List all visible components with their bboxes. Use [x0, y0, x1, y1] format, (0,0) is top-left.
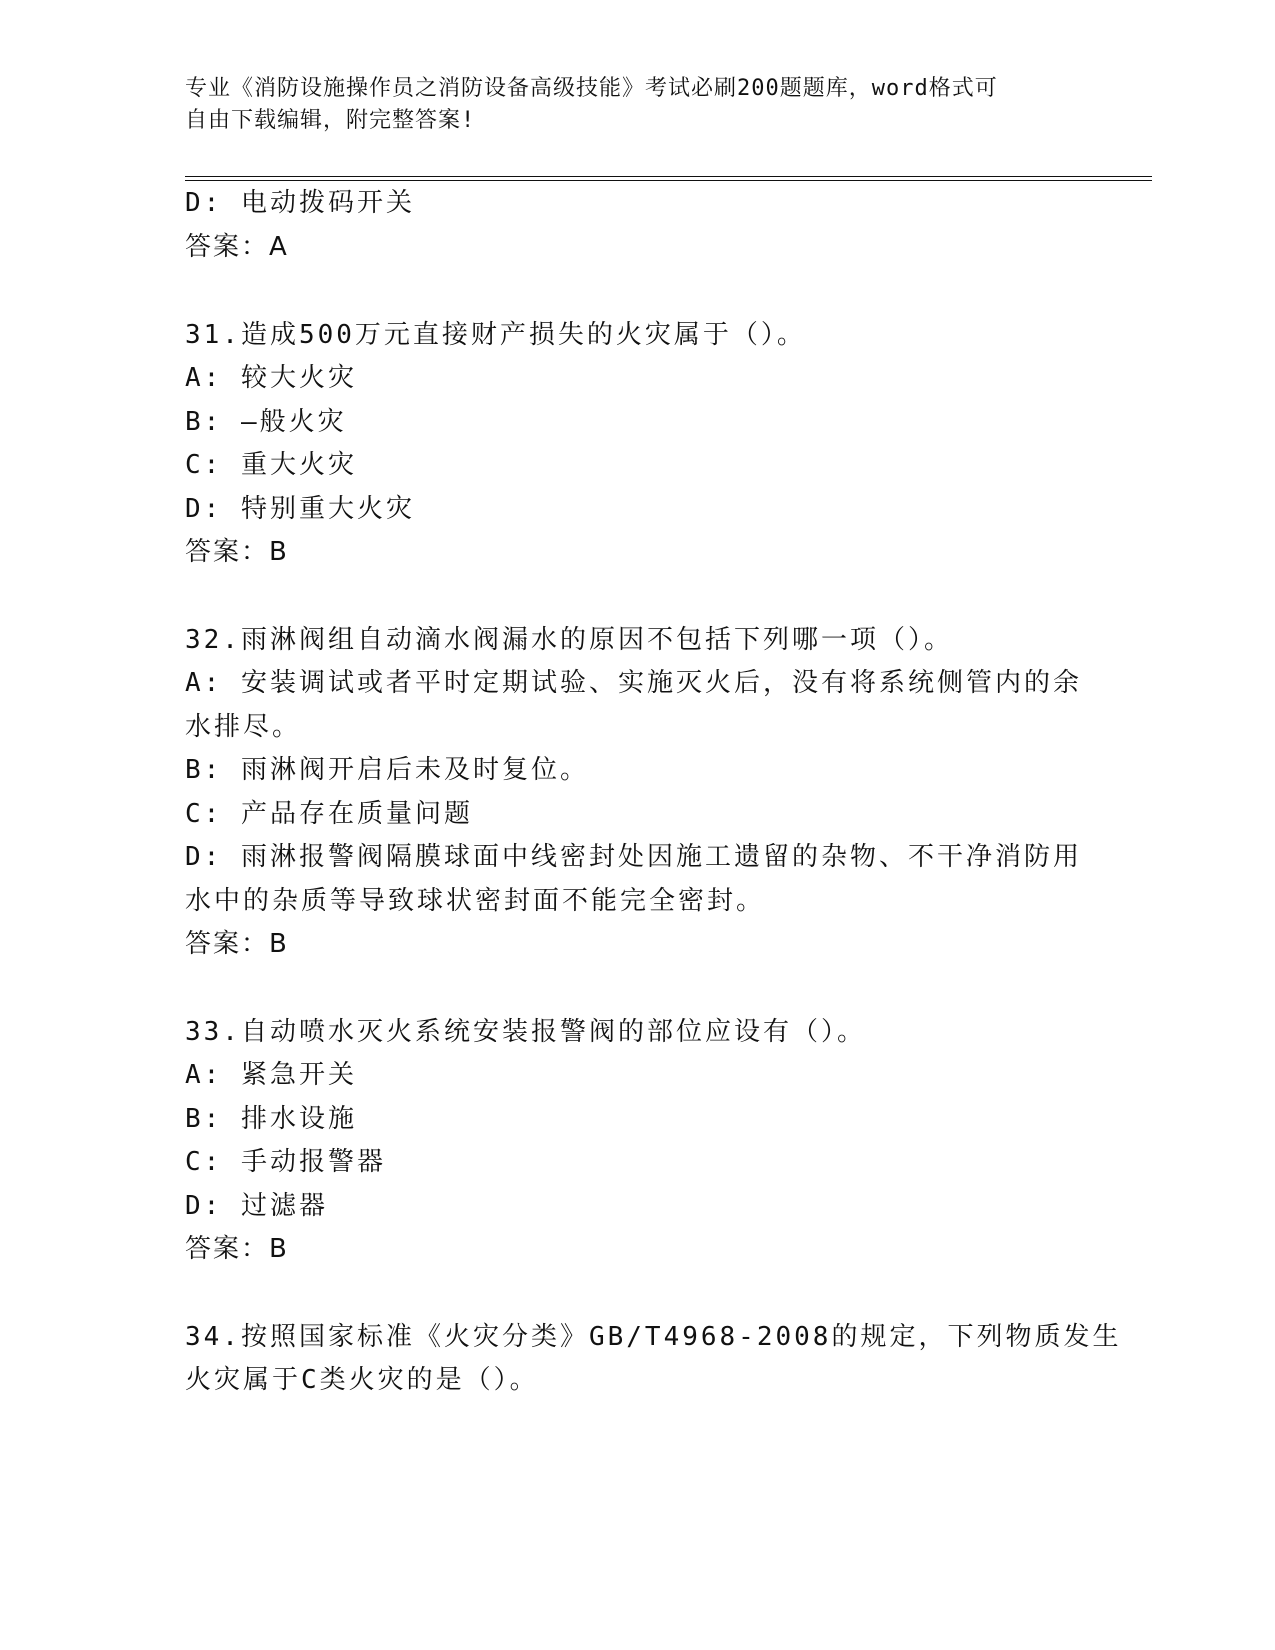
prev-answer: 答案：A [185, 232, 289, 262]
prev-option-d: D: 电动拨码开关 [185, 188, 415, 218]
q33-option-c: C: 手动报警器 [185, 1147, 386, 1177]
q31-answer: 答案：B [185, 537, 289, 567]
q33-option-b: B: 排水设施 [185, 1104, 357, 1134]
q31-option-b: B: —般火灾 [185, 407, 347, 437]
q31-option-d: D: 特别重大火灾 [185, 494, 415, 524]
header-title-line-2: 自由下载编辑，附完整答案! [185, 108, 476, 133]
q32-option-a-line-1: A: 安装调试或者平时定期试验、实施灭火后，没有将系统侧管内的余 [185, 668, 1082, 698]
q32-option-b: B: 雨淋阀开启后未及时复位。 [185, 755, 589, 785]
q32-option-c: C: 产品存在质量问题 [185, 799, 473, 829]
q33-option-d: D: 过滤器 [185, 1191, 328, 1221]
q33-question: 33.自动喷水灭火系统安装报警阀的部位应设有（）。 [185, 1017, 866, 1047]
q33-option-a: A: 紧急开关 [185, 1060, 357, 1090]
q32-answer: 答案：B [185, 929, 289, 959]
q34-question-line-2: 火灾属于C类火灾的是（）。 [185, 1365, 539, 1395]
q32-option-a-line-2: 水排尽。 [185, 712, 302, 742]
document-header [185, 73, 1065, 137]
q33-answer: 答案：B [185, 1234, 289, 1264]
q31-option-a: A: 较大火灾 [185, 363, 357, 393]
q34-question-line-1: 34.按照国家标准《火灾分类》GB/T4968-2008的规定，下列物质发生 [185, 1322, 1122, 1352]
q32-question: 32.雨淋阀组自动滴水阀漏水的原因不包括下列哪一项（）。 [185, 625, 953, 655]
header-title-line-1: 专业《消防设施操作员之消防设备高级技能》考试必刷200题题库，word格式可 [185, 76, 998, 101]
q31-question: 31.造成500万元直接财产损失的火灾属于（）。 [185, 320, 806, 350]
q32-option-d-line-2: 水中的杂质等导致球状密封面不能完全密封。 [185, 886, 766, 916]
q31-option-c: C: 重大火灾 [185, 450, 357, 480]
q32-option-d-line-1: D: 雨淋报警阀隔膜球面中线密封处因施工遗留的杂物、不干净消防用 [185, 842, 1082, 872]
